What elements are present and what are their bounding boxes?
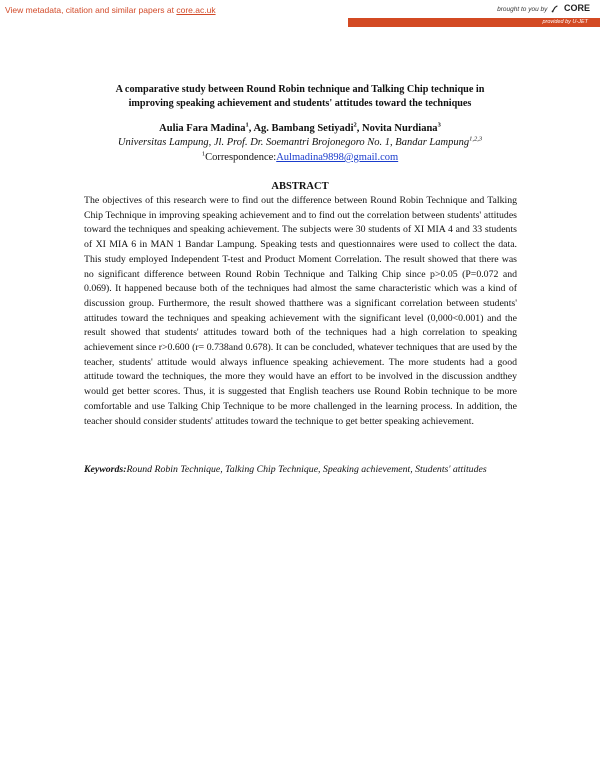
paper-title <box>60 83 540 111</box>
title-line-1: A comparative study between Round Robin technique and Talking Chip technique in <box>115 84 485 95</box>
author-1-sup: 1 <box>245 121 249 129</box>
keywords-text: Round Robin Technique, Talking Chip Technique, Speaking achievement, Students' attitudes <box>126 464 487 475</box>
provided-by-bar[interactable] <box>348 18 600 27</box>
core-logo-icon <box>551 5 559 13</box>
author-3: Novita Nurdiana <box>362 123 438 134</box>
correspondence-email-link[interactable]: Aulmadina9898@gmail.com <box>276 152 399 163</box>
core-logo-text: CORE <box>563 3 590 13</box>
abstract-heading: ABSTRACT <box>271 181 329 192</box>
author-list <box>0 123 600 134</box>
author-sep-2: , <box>356 123 362 134</box>
provided-by-text: provided by U-JET <box>542 19 588 25</box>
author-sep-1: , <box>248 123 254 134</box>
keywords-label: Keywords: <box>84 464 127 475</box>
affiliation-sup: 1,2,3 <box>469 135 483 143</box>
core-ac-uk-link[interactable]: core.ac.uk <box>176 5 216 15</box>
core-metadata-text: View metadata, citation and similar papers at <box>5 5 177 15</box>
core-banner <box>0 0 600 28</box>
brought-to-you-text: brought to you by <box>497 6 548 13</box>
correspondence <box>0 152 600 163</box>
affiliation-text: Universitas Lampung, Jl. Prof. Dr. Soemantri Brojonegoro No. 1, Bandar Lampung <box>117 137 470 148</box>
core-brand[interactable] <box>497 3 590 13</box>
author-1: Aulia Fara Madina <box>159 123 246 134</box>
author-3-sup: 3 <box>437 121 441 129</box>
affiliation <box>0 137 600 148</box>
title-line-2: improving speaking achievement and students' attitudes toward the techniques <box>128 98 472 109</box>
correspondence-sup: 1 <box>201 150 206 158</box>
keywords <box>84 463 517 478</box>
abstract-body: The objectives of this research were to find out the difference between Round Robin Technique and Talking Chip Technique in improving speaking achievement and to find out the correlation between students' attitudes toward the techniques and speaking achievement. The subjects were 30 students of XI MIA 4 and 33 students of XI MIA 6 in MAN 1 Bandar Lampung. Speaking tests and questionnaires were used to collect the data. This study employed Independent T-test and Product Moment Correlation. The result showed that there was no significant difference between Round Robin Technique and Talking Chip since p>0.05 (P=0.072 and 0.069). It happened because both of the techniques had almost the same characteristic which was a kind of discussion group. Furthermore, the result showed thatthere was a significant correlation between students' attitudes toward the techniques and speaking achievement with the significant level (0,000<0.001) and the result showed that students' attitudes toward both of the techniques had a high correlation to speaking achievement since r>0.600 (r= 0.738and 0.678). It can be concluded, whatever techniques that are used by the teacher, students' attitude would always influence speaking achievement. The more students had a good attitude toward the techniques, the more they would have an effort to be involved in the discussion andthey would get better scores. Thus, it is suggested that English teachers use Round Robin technique to be more comfortable and use Talking Chip Technique to be more challenged in the learning process. In addition, the teacher should consider students' attitudes toward the technique to get better speaking achievement. <box>84 195 517 427</box>
author-2: Ag. Bambang Setiyadi <box>253 123 354 134</box>
correspondence-label: Correspondence: <box>205 152 277 163</box>
core-metadata-link[interactable] <box>5 5 216 15</box>
author-2-sup: 2 <box>353 121 357 129</box>
